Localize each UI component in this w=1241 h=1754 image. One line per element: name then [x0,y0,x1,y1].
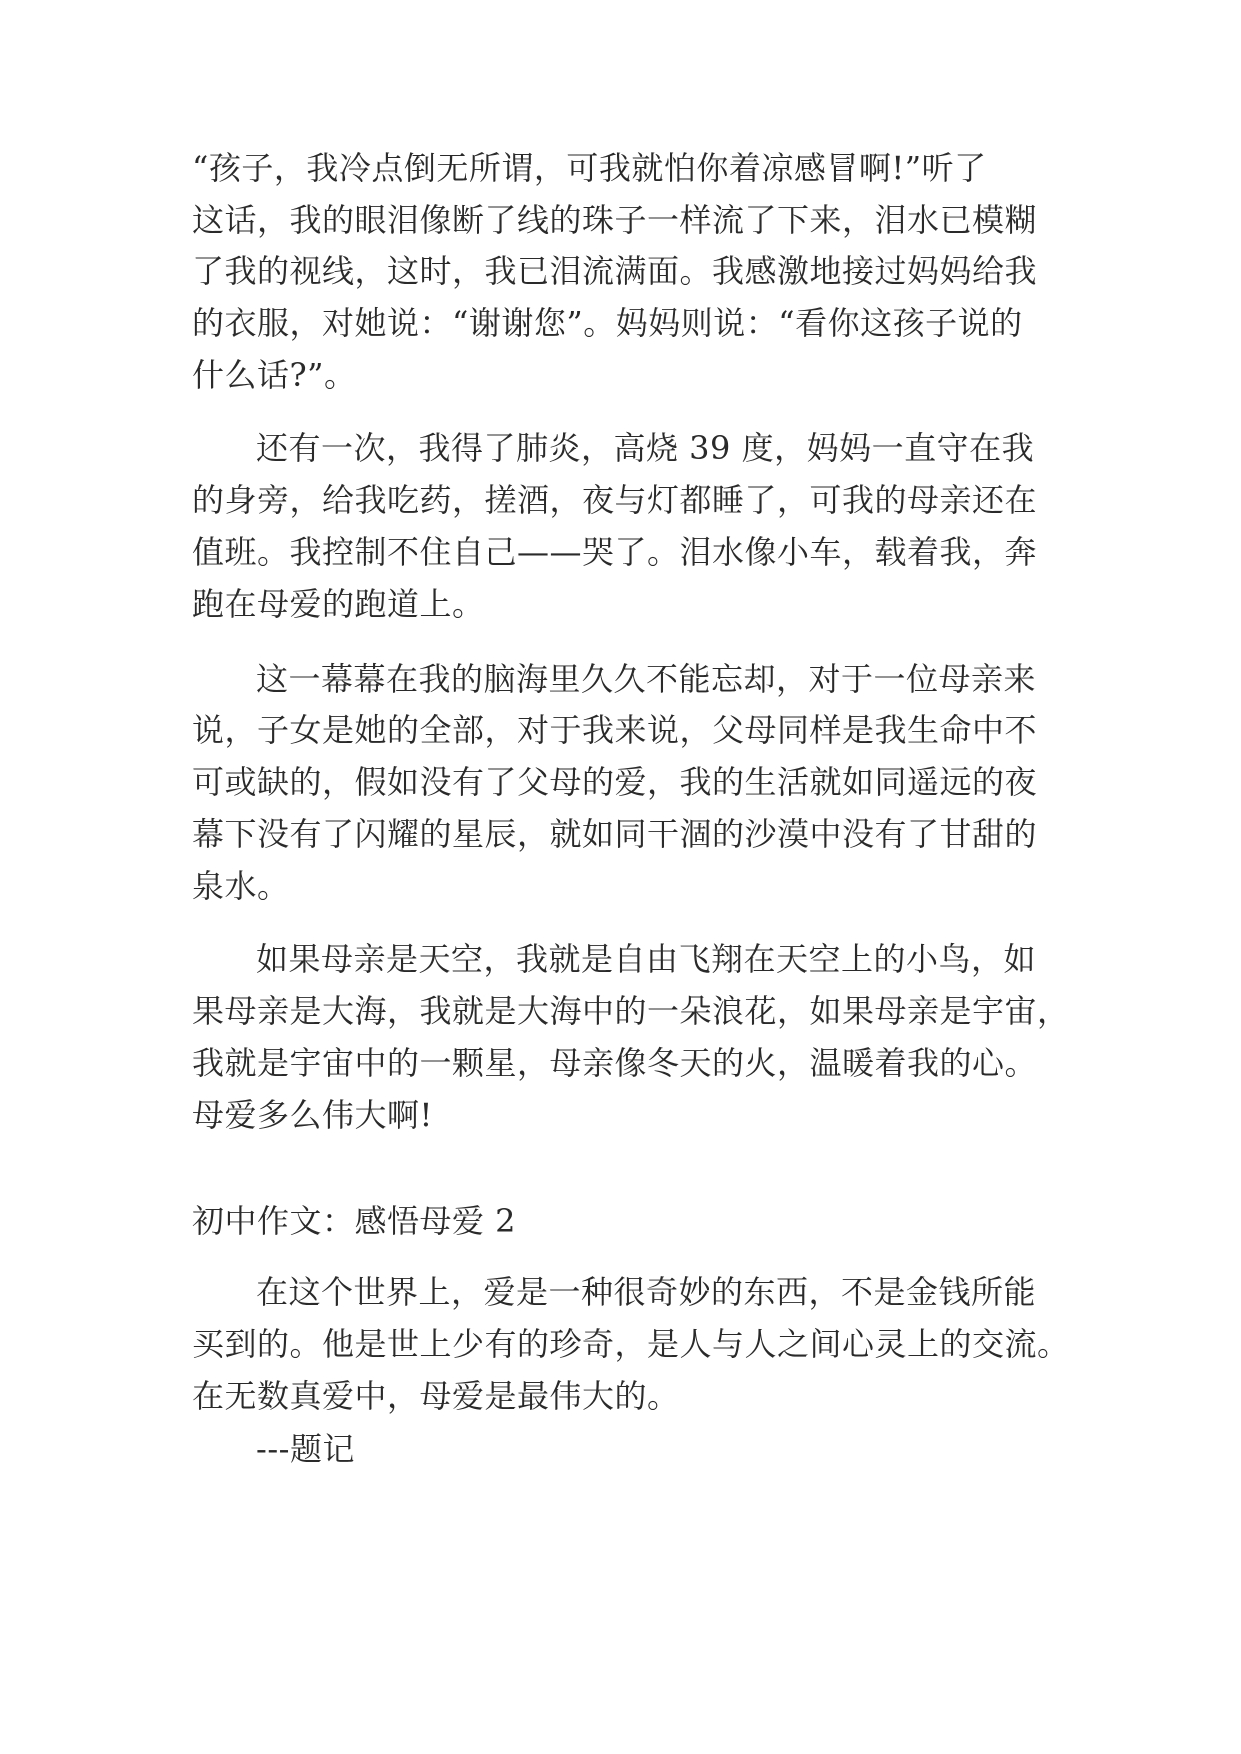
paragraph-line: 什么话?”。 [192,356,357,394]
paragraph-line: 买到的。他是世上少有的珍奇，是人与人之间心灵上的交流。 [192,1325,1070,1363]
paragraph-line: 泉水。 [192,867,290,905]
paragraph-line: 值班。我控制不住自己——哭了。泪水像小车，载着我，奔 [192,533,1038,571]
paragraph-line: “孩子，我冷点倒无所谓，可我就怕你着凉感冒啊!”听了 [192,149,987,187]
epigraph-signature: ---题记 [256,1430,355,1468]
paragraph-line: 还有一次，我得了肺炎，高烧 39 度，妈妈一直守在我 [256,429,1035,467]
paragraph-line: 幕下没有了闪耀的星辰，就如同干涸的沙漠中没有了甘甜的 [192,815,1038,853]
paragraph-line: 在这个世界上，爱是一种很奇妙的东西，不是金钱所能 [256,1273,1037,1311]
paragraph-line: 这一幕幕在我的脑海里久久不能忘却，对于一位母亲来 [256,660,1037,698]
paragraph-line: 母爱多么伟大啊! [192,1096,433,1134]
paragraph-line: 如果母亲是天空，我就是自由飞翔在天空上的小鸟，如 [256,940,1037,978]
paragraph-line: 的身旁，给我吃药，搓酒，夜与灯都睡了，可我的母亲还在 [192,481,1038,519]
paragraph-line: 在无数真爱中，母爱是最伟大的。 [192,1377,680,1415]
paragraph-line: 果母亲是大海，我就是大海中的一朵浪花，如果母亲是宇宙， [192,992,1070,1030]
paragraph-line: 我就是宇宙中的一颗星，母亲像冬天的火，温暖着我的心。 [192,1044,1038,1082]
paragraph-line: 了我的视线，这时，我已泪流满面。我感激地接过妈妈给我 [192,252,1038,290]
paragraph-line: 这话，我的眼泪像断了线的珠子一样流了下来，泪水已模糊 [192,201,1038,239]
paragraph-line: 说，子女是她的全部，对于我来说，父母同样是我生命中不 [192,711,1038,749]
paragraph-line: 可或缺的，假如没有了父母的爱，我的生活就如同遥远的夜 [192,763,1038,801]
section-heading: 初中作文：感悟母爱 2 [192,1202,517,1240]
paragraph-line: 跑在母爱的跑道上。 [192,585,485,623]
paragraph-line: 的衣服，对她说：“谢谢您”。妈妈则说：“看你这孩子说的 [192,304,1023,342]
